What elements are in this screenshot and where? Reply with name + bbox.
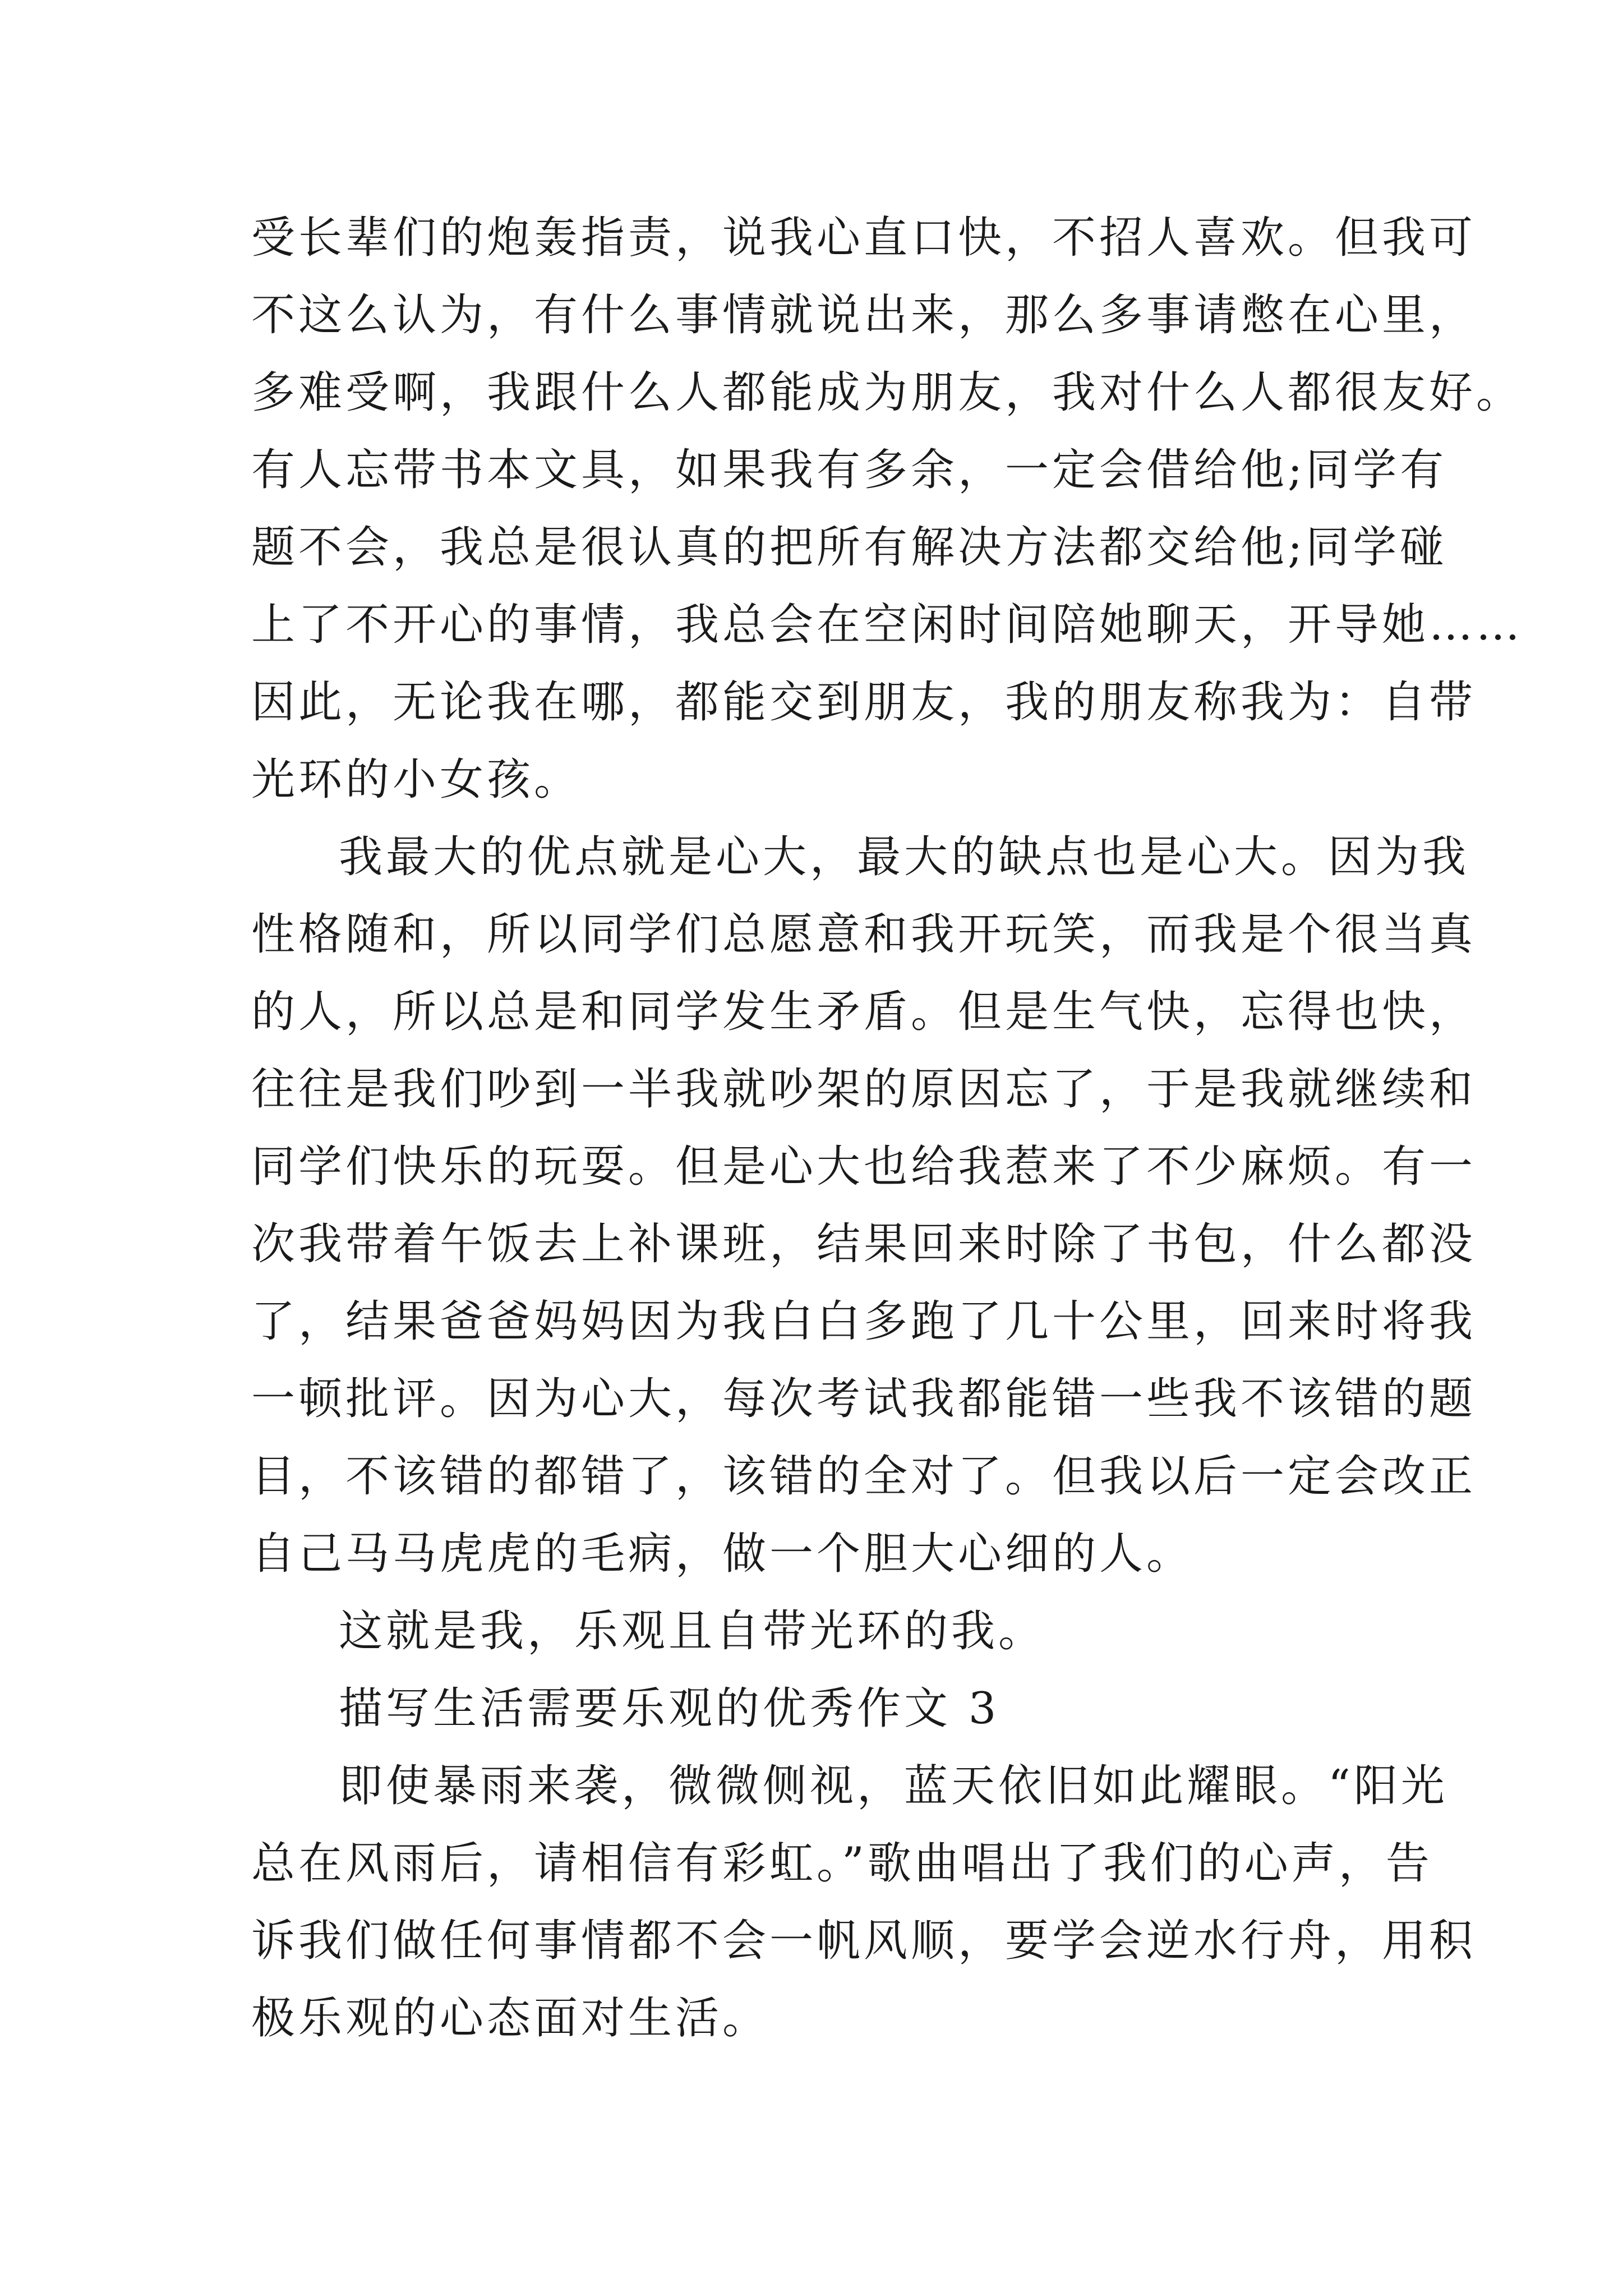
text-line: 一顿批评。因为心大，每次考试我都能错一些我不该错的题 xyxy=(251,1374,1477,1424)
text-line: 因此，无论我在哪，都能交到朋友，我的朋友称我为：自带 xyxy=(251,677,1477,728)
text-line: 题不会，我总是很认真的把所有解决方法都交给他;同学碰 xyxy=(251,522,1447,573)
text-line: 这就是我，乐观且自带光环的我。 xyxy=(339,1606,1046,1657)
paragraph xyxy=(251,199,1524,818)
paragraph xyxy=(251,1593,1390,1670)
text-line: 同学们快乐的玩耍。但是心大也给我惹来了不少麻烦。有一 xyxy=(251,1142,1477,1192)
text-line: 目，不该错的都错了，该错的全对了。但我以后一定会改正 xyxy=(251,1451,1477,1502)
text-line: 描写生活需要乐观的优秀作文 3 xyxy=(339,1683,1000,1734)
document-body xyxy=(251,199,1524,2057)
text-line: 我最大的优点就是心大，最大的缺点也是心大。因为我 xyxy=(339,832,1470,882)
text-line: 总在风雨后，请相信有彩虹。”歌曲唱出了我们的心声，告 xyxy=(251,1838,1433,1889)
text-line: 诉我们做任何事情都不会一帆风顺，要学会逆水行舟，用积 xyxy=(251,1916,1477,1966)
text-line: 了，结果爸爸妈妈因为我白白多跑了几十公里，回来时将我 xyxy=(251,1296,1477,1347)
text-line: 往往是我们吵到一半我就吵架的原因忘了，于是我就继续和 xyxy=(251,1064,1477,1115)
text-line: 光环的小女孩。 xyxy=(251,754,582,805)
text-line: 次我带着午饭去上补课班，结果回来时除了书包，什么都没 xyxy=(251,1219,1477,1269)
text-line: 极乐观的心态面对生活。 xyxy=(251,1993,770,2044)
paragraph xyxy=(251,818,1477,1593)
text-line: 自己马马虎虎的毛病，做一个胆大心细的人。 xyxy=(251,1529,1194,1579)
text-line: 不这么认为，有什么事情就说出来，那么多事请憋在心里， xyxy=(251,290,1477,341)
text-line: 受长辈们的炮轰指责，说我心直口快，不招人喜欢。但我可 xyxy=(251,213,1477,263)
section-heading xyxy=(251,1670,1390,1747)
text-line: 有人忘带书本文具，如果我有多余，一定会借给他;同学有 xyxy=(251,445,1447,495)
paragraph xyxy=(251,1747,1477,2057)
text-line: 即使暴雨来袭，微微侧视，蓝天依旧如此耀眼。“阳光 xyxy=(339,1761,1448,1811)
text-line: 的人，所以总是和同学发生矛盾。但是生气快，忘得也快， xyxy=(251,987,1477,1037)
text-line: 多难受啊，我跟什么人都能成为朋友，我对什么人都很友好。 xyxy=(251,367,1524,418)
text-line: 性格随和，所以同学们总愿意和我开玩笑，而我是个很当真 xyxy=(251,909,1477,960)
text-line: 上了不开心的事情，我总会在空闲时间陪她聊天，开导她…… xyxy=(251,600,1524,650)
